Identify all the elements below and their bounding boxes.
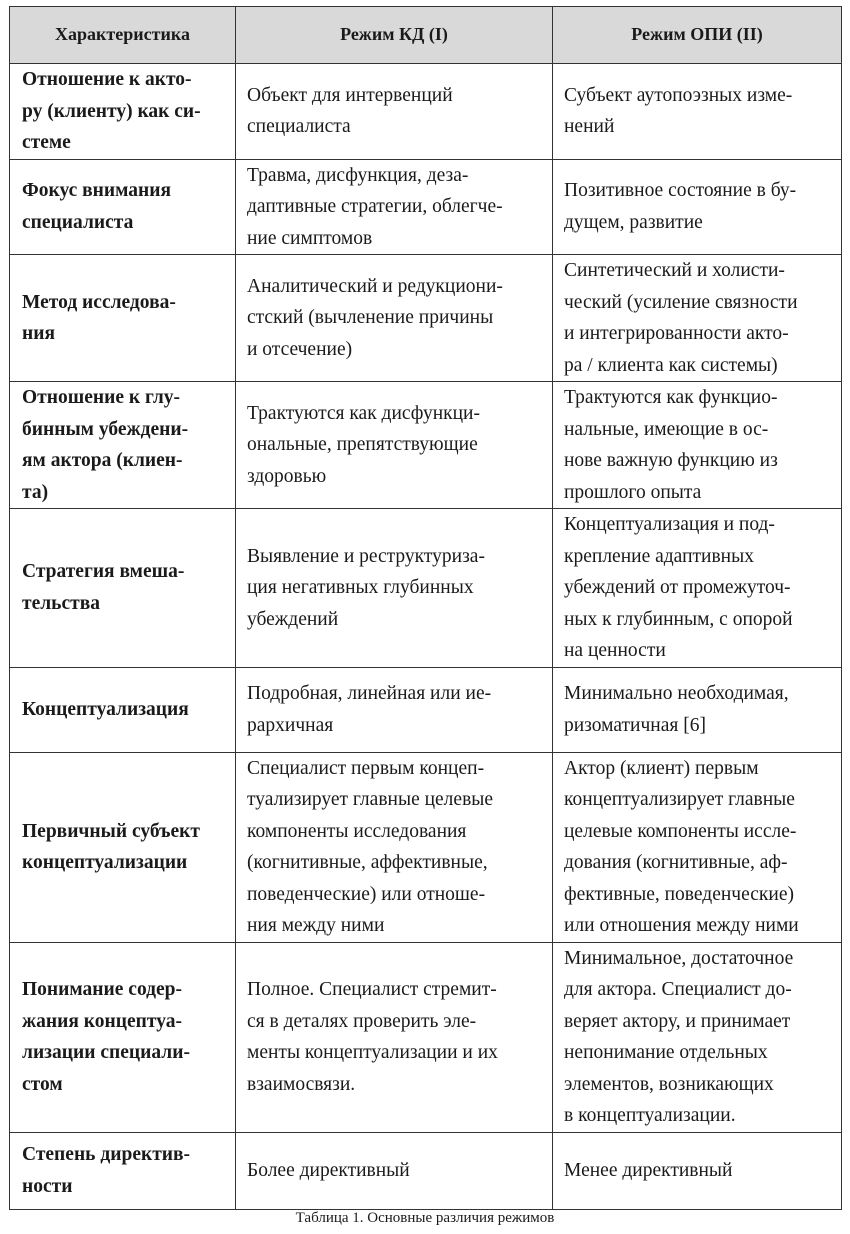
cell-mode-kd — [236, 159, 553, 255]
cell-line: убеждений — [247, 608, 339, 630]
table-row — [10, 509, 842, 668]
cell-mode-kd — [236, 752, 553, 942]
cell-line: Первичный субъект — [22, 820, 200, 842]
table-row — [10, 64, 842, 160]
cell-line: непонимание отдельных — [564, 1042, 768, 1063]
cell-line: Специалист первым концеп- — [247, 757, 485, 779]
cell-line: (когнитивные, аффективные, — [247, 852, 488, 873]
table-row — [10, 255, 842, 382]
cell-line: Менее директивный — [564, 1159, 733, 1181]
cell-mode-opi — [553, 255, 842, 382]
cell-mode-kd — [236, 255, 553, 382]
table-row — [10, 667, 842, 752]
cell-line: жания концептуа- — [22, 1010, 182, 1032]
cell-line: специалиста — [247, 116, 351, 138]
table-header-row — [10, 7, 842, 64]
cell-line: дущем, развитие — [564, 211, 703, 233]
table-row — [10, 382, 842, 509]
cell-characteristic — [10, 509, 236, 668]
cell-line: поведенческие) или отноше- — [247, 883, 486, 905]
cell-mode-kd — [236, 64, 553, 160]
cell-line: Стратегия вмеша- — [22, 561, 185, 583]
cell-characteristic — [10, 942, 236, 1132]
cell-line: убеждений от промежуточ- — [564, 577, 791, 598]
cell-line: стом — [22, 1073, 63, 1095]
cell-line: ние симптомов — [247, 227, 373, 249]
comparison-table — [9, 6, 842, 1210]
cell-line: Трактуются как функцио- — [564, 387, 778, 408]
cell-line: туализирует главные целевые — [247, 789, 494, 810]
cell-line: целевые компоненты иссле- — [564, 820, 797, 842]
cell-mode-opi — [553, 752, 842, 942]
cell-mode-kd — [236, 509, 553, 668]
cell-line: Более директивный — [247, 1159, 410, 1181]
cell-line: менты концептуализации и их — [247, 1042, 498, 1063]
cell-line: компоненты исследования — [247, 820, 467, 842]
header-characteristic: Характеристика — [10, 7, 236, 64]
cell-characteristic — [10, 159, 236, 255]
cell-mode-opi — [553, 1132, 842, 1209]
cell-line: ям актора (клиен- — [22, 450, 183, 471]
cell-line: Фокус внимания — [22, 180, 172, 202]
table-row — [10, 159, 842, 255]
table-row — [10, 1132, 842, 1209]
cell-mode-kd — [236, 382, 553, 509]
cell-line: лизации специали- — [22, 1042, 190, 1063]
table-caption: Таблица 1. Основные различия режимов — [295, 1210, 555, 1226]
cell-line: прошлого опыта — [564, 481, 702, 503]
cell-line: ния между ними — [247, 915, 385, 936]
cell-line: Актор (клиент) первым — [564, 757, 759, 779]
cell-mode-opi — [553, 509, 842, 668]
cell-line: Аналитический и редукциони- — [247, 275, 503, 297]
cell-characteristic — [10, 752, 236, 942]
cell-line: концептуализирует главные — [564, 789, 795, 810]
cell-line: Отношение к акто- — [22, 69, 192, 90]
cell-characteristic — [10, 1132, 236, 1209]
cell-line: Концептуализация и под- — [564, 514, 775, 535]
cell-line: для актора. Специалист до- — [564, 979, 792, 1000]
cell-line: здоровью — [247, 465, 327, 487]
cell-line: Синтетический и холисти- — [564, 260, 785, 281]
cell-line: та) — [22, 481, 49, 503]
table-row — [10, 942, 842, 1132]
cell-line: нове важную функцию из — [564, 450, 778, 471]
cell-line: ных к глубинным, с опорой — [564, 608, 793, 630]
cell-line: Минимально необходимая, — [564, 683, 789, 704]
cell-line: фективные, поведенческие) — [564, 883, 794, 905]
cell-mode-opi — [553, 942, 842, 1132]
cell-line: Степень директив- — [22, 1144, 191, 1165]
cell-line: Трактуются как дисфункци- — [247, 402, 480, 424]
cell-characteristic — [10, 382, 236, 509]
cell-line: рархичная — [247, 714, 334, 736]
cell-line: и интегрированности акто- — [564, 323, 789, 344]
cell-line: элементов, возникающих — [564, 1073, 774, 1095]
cell-mode-kd — [236, 942, 553, 1132]
cell-line: ция негативных глубинных — [247, 577, 474, 598]
cell-line: Полное. Специалист стремит- — [247, 979, 497, 1000]
cell-line: Понимание содер- — [22, 979, 182, 1000]
cell-mode-opi — [553, 667, 842, 752]
cell-line: крепление адаптивных — [564, 545, 754, 567]
cell-line: нений — [564, 116, 615, 138]
header-mode-kd: Режим КД (I) — [236, 7, 553, 64]
cell-characteristic — [10, 64, 236, 160]
cell-line: Объект для интервенций — [247, 84, 453, 106]
cell-line: ризоматичная [6] — [564, 714, 706, 736]
cell-line: веряет актору, и принимает — [564, 1010, 791, 1032]
cell-line: и отсечение) — [247, 338, 353, 360]
cell-line: бинным убеждени- — [22, 418, 189, 440]
cell-line: Подробная, линейная или ие- — [247, 683, 492, 704]
cell-line: ра / клиента как системы) — [564, 354, 778, 376]
header-mode-opi: Режим ОПИ (II) — [553, 7, 842, 64]
cell-line: Минимальное, достаточное — [564, 947, 794, 969]
cell-mode-opi — [553, 64, 842, 160]
cell-characteristic — [10, 255, 236, 382]
cell-line: стеме — [22, 132, 71, 153]
cell-line: дования (когнитивные, аф- — [564, 852, 788, 873]
cell-line: ру (клиенту) как си- — [22, 100, 201, 122]
cell-characteristic — [10, 667, 236, 752]
cell-line: Отношение к глу- — [22, 387, 181, 408]
cell-line: ся в деталях проверить эле- — [247, 1010, 477, 1032]
cell-line: даптивные стратегии, облегче- — [247, 196, 503, 217]
cell-line: ности — [22, 1175, 73, 1197]
cell-line: тельства — [22, 592, 100, 614]
cell-line: Травма, дисфункция, деза- — [247, 164, 469, 186]
cell-line: или отношения между ними — [564, 915, 799, 936]
cell-line: концептуализации — [22, 852, 188, 873]
cell-line: Метод исследова- — [22, 291, 176, 313]
cell-line: Субъект аутопоэзных изме- — [564, 84, 793, 106]
cell-line: Позитивное состояние в бу- — [564, 180, 797, 202]
cell-line: в концептуализации. — [564, 1105, 736, 1126]
cell-line: ональные, препятствующие — [247, 434, 478, 456]
cell-line: взаимосвязи. — [247, 1073, 356, 1095]
cell-line: на ценности — [564, 640, 666, 661]
cell-line: специалиста — [22, 211, 134, 233]
cell-mode-kd — [236, 1132, 553, 1209]
cell-mode-kd — [236, 667, 553, 752]
cell-line: стский (вычленение причины — [247, 307, 494, 329]
table-row — [10, 752, 842, 942]
cell-line: нальные, имеющие в ос- — [564, 418, 769, 440]
cell-mode-opi — [553, 382, 842, 509]
cell-line: ческий (усиление связности — [564, 291, 798, 313]
cell-line: ния — [22, 323, 56, 344]
cell-mode-opi — [553, 159, 842, 255]
cell-line: Концептуализация — [22, 698, 189, 720]
cell-line: Выявление и реструктуриза- — [247, 545, 485, 567]
